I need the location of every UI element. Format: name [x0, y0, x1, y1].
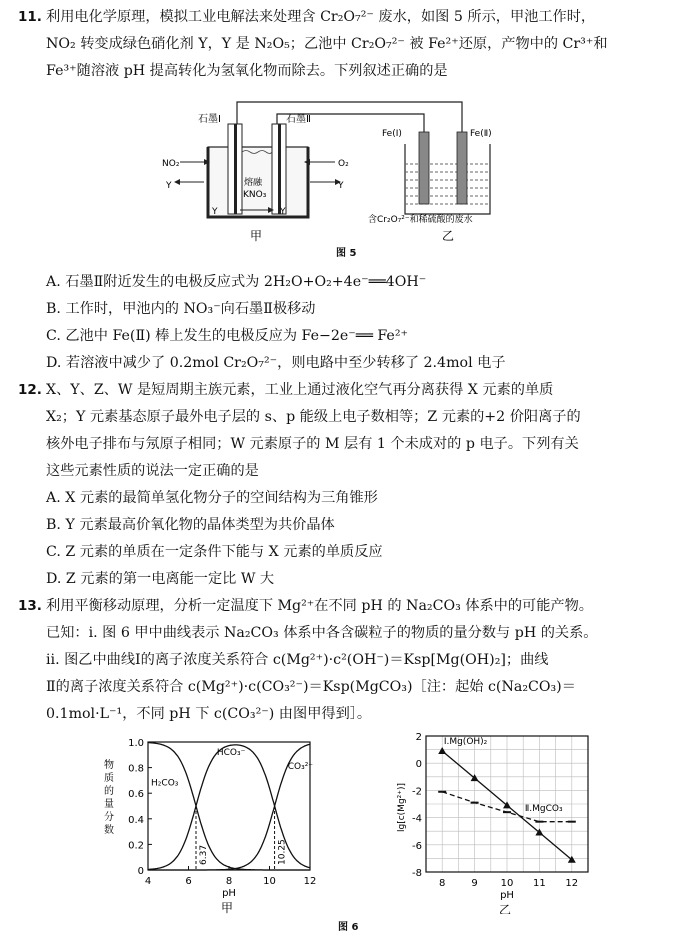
q13-line-3: ⅱ. 图乙中曲线Ⅰ的离子浓度关系符合 c(Mg²⁺)·c²(OH⁻)＝Ksp[Mg(OH)₂]；曲线	[46, 652, 549, 668]
q11-option-a: A. 石墨Ⅱ附近发生的电极反应式为 2H₂O+O₂+4e⁻══4OH⁻	[46, 274, 427, 290]
y-axis-label-char: 量	[104, 799, 114, 810]
graphite-1-label: 石墨Ⅰ	[198, 114, 221, 125]
y-axis-label-char: 分	[104, 812, 114, 823]
fe1-label: Fe(Ⅰ)	[382, 129, 402, 139]
q11-number: 11.	[18, 9, 42, 25]
figure-5-caption: 图 5	[336, 248, 357, 259]
x-tick-label: 8	[225, 876, 233, 887]
q12-line-1: 12. X、Y、Z、W 是短周期主族元素，工业上通过液化空气再分离获得 X 元素的单质	[18, 382, 554, 398]
melt-label-1: 熔融	[244, 178, 263, 188]
y-tick-label: 0.4	[128, 814, 144, 826]
x-axis-label: pH	[222, 888, 236, 899]
x-tick-label: 10	[500, 878, 514, 889]
x-tick-label: 12	[565, 878, 579, 889]
pka-annotation-1: 10.25	[277, 839, 288, 865]
q12-line-2: X₂；Y 元素基态原子最外电子层的 s、p 能级上电子数相等；Z 元素的+2 价阳离子的	[46, 409, 581, 425]
x-tick-label: 6	[185, 876, 192, 887]
q11-option-b: B. 工作时，甲池内的 NO₃⁻向石墨Ⅱ极移动	[46, 301, 316, 317]
y-label-right: Y	[338, 181, 344, 191]
y-axis-label-char: 物	[104, 760, 114, 771]
graphite-2-label: 石墨Ⅱ	[286, 114, 311, 125]
q11-line-2: NO₂ 转变成绿色硝化剂 Y，Y 是 N₂O₅；乙池中 Cr₂O₇²⁻ 被 Fe²⁺还原，产物中的 Cr³⁺和	[46, 36, 608, 52]
q12-option-c: C. Z 元素的单质在一定条件下能与 X 元素的单质反应	[46, 544, 383, 560]
series-label-mgco3: Ⅱ.MgCO₃	[524, 803, 563, 814]
q12-option-a: A. X 元素的最简单氢化物分子的空间结构为三角锥形	[46, 490, 378, 506]
q13-line-1: 13. 利用平衡移动原理，分析一定温度下 Mg²⁺在不同 pH 的 Na₂CO₃ 体系中的可能产物。	[18, 598, 593, 614]
panel-label: 甲	[221, 901, 234, 914]
waste-water-label: 含Cr₂O₇²⁻和稀硫酸的废水	[368, 215, 473, 225]
melt-label-2: KNO₃	[243, 190, 267, 200]
q12-option-d: D. Z 元素的第一电离能一定比 W 大	[46, 571, 275, 587]
o2-label: O₂	[338, 159, 349, 169]
y-axis-label-char: 质	[104, 773, 114, 784]
y-tick-label: 1.0	[128, 738, 144, 749]
q13-line-2: 已知：ⅰ. 图 6 甲中曲线表示 Na₂CO₃ 体系中各含碳粒子的物质的量分数与 pH 的关系。	[46, 625, 598, 641]
y-tick-label: 2	[415, 732, 422, 743]
q13-line-4: Ⅱ的离子浓度关系符合 c(Mg²⁺)·c(CO₃²⁻)＝Ksp(MgCO₃)［注：起始 c(Na₂CO₃)＝	[46, 679, 576, 695]
q12-line-4: 这些元素性质的说法一定正确的是	[46, 463, 259, 479]
series-label-mgoh2: Ⅰ.Mg(OH)₂	[443, 737, 488, 748]
y-label-bottom-right: Y	[280, 207, 286, 217]
q12-option-b: B. Y 元素最高价氧化物的晶体类型为共价晶体	[46, 517, 335, 533]
y-tick-label: 0	[415, 759, 422, 771]
panel-label: 乙	[499, 903, 512, 914]
y-tick-label: -6	[412, 840, 422, 852]
q11-line-1: 11. 利用电化学原理，模拟工业电解法来处理含 Cr₂O₇²⁻ 废水，如图 5 所示，甲池工作时，	[18, 9, 596, 25]
q12-line-3: 核外电子排布与氖原子相同；W 元素原子的 M 层有 1 个未成对的 p 电子。下列有关	[46, 436, 579, 452]
x-axis-label: pH	[500, 890, 514, 901]
q13-line-5: 0.1mol·L⁻¹，不同 pH 下 c(CO₃²⁻) 由图甲得到］。	[46, 706, 372, 722]
y-tick-label: 0.8	[128, 763, 144, 775]
x-tick-label: 12	[303, 876, 317, 887]
q11-line-3: Fe³⁺随溶液 pH 提高转化为氢氧化物而除去。下列叙述正确的是	[46, 63, 448, 79]
series-label-co3: CO₃²⁻	[287, 761, 314, 772]
y-tick-label: -4	[412, 813, 422, 825]
chart-yi	[392, 728, 602, 914]
y-label-bottom-left: Y	[212, 207, 218, 217]
y-tick-label: 0	[137, 866, 144, 877]
x-tick-label: 11	[533, 878, 546, 889]
chart-jia	[96, 734, 326, 914]
cell-yi-label: 乙	[442, 229, 455, 243]
y-tick-label: -8	[412, 868, 422, 879]
q12-number: 12.	[18, 382, 42, 398]
pka-annotation-0: 6.37	[198, 844, 209, 865]
y-axis-label: lg[c(Mg²⁺)]	[397, 782, 407, 832]
q11-option-c: C. 乙池中 Fe(Ⅱ) 棒上发生的电极反应为 Fe−2e⁻══ Fe²⁺	[46, 328, 409, 344]
cell-jia-label: 甲	[250, 229, 263, 243]
q13-number: 13.	[18, 598, 42, 614]
y-label-left: Y	[166, 181, 172, 191]
y-axis-label-char: 的	[104, 786, 114, 797]
series-label-hco3: HCO₃⁻	[216, 747, 246, 758]
x-tick-label: 9	[471, 878, 478, 889]
no2-label: NO₂	[162, 159, 180, 169]
fe2-label: Fe(Ⅱ)	[470, 129, 492, 139]
x-tick-label: 10	[263, 876, 276, 887]
series-point-mgoh2	[438, 747, 446, 754]
q11-option-d: D. 若溶液中减少了 0.2mol Cr₂O₇²⁻，则电路中至少转移了 2.4mol 电子	[46, 355, 506, 371]
figure-6-caption: 图 6	[338, 922, 359, 933]
y-tick-label: -2	[412, 786, 422, 798]
y-axis-label-char: 数	[104, 825, 114, 836]
x-tick-label: 4	[144, 876, 152, 887]
y-tick-label: 0.2	[128, 840, 144, 852]
y-tick-label: 0.6	[128, 789, 144, 801]
figure-5-electrolysis	[160, 92, 540, 252]
series-label-h2co3: H₂CO₃	[151, 778, 179, 789]
x-tick-label: 8	[439, 878, 446, 889]
